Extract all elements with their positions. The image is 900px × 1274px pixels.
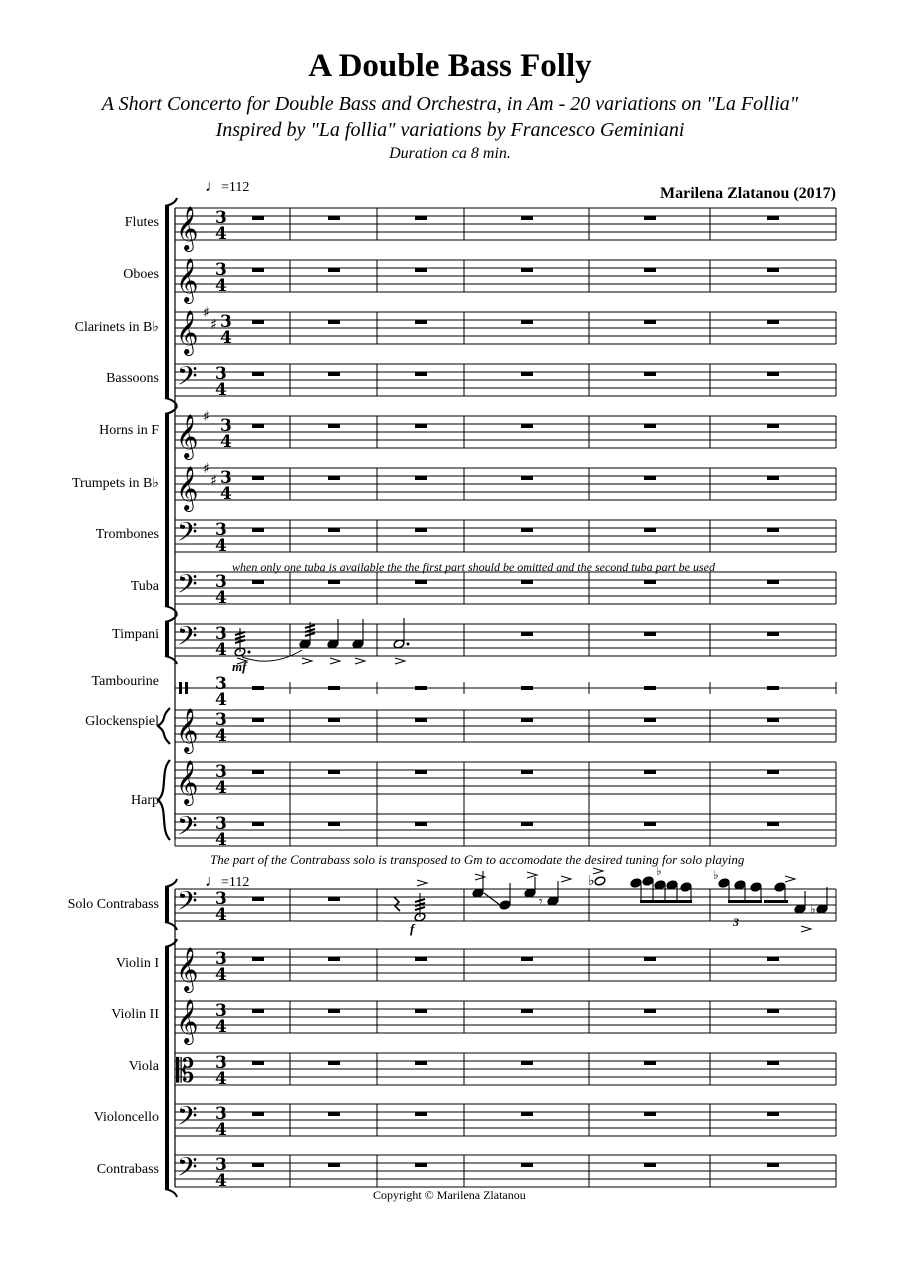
- measure-rest: [415, 686, 427, 690]
- accent-mark: [395, 658, 405, 664]
- solo-eighth-note: [642, 876, 654, 886]
- measure-rest: [415, 957, 427, 961]
- measure-rest: [252, 718, 264, 722]
- time-signature-denominator: 4: [215, 380, 227, 400]
- measure-rest: [415, 372, 427, 376]
- accent-mark: [593, 868, 603, 874]
- measure-rest: [767, 268, 779, 272]
- measure-rest: [415, 1009, 427, 1013]
- flat-icon: ♭: [588, 873, 595, 889]
- glissando-line: [484, 893, 500, 905]
- time-signature-denominator: 4: [215, 726, 227, 746]
- measure-rest: [328, 268, 340, 272]
- measure-rest: [252, 528, 264, 532]
- measure-rest: [252, 580, 264, 584]
- quarter-note-icon: ♩: [205, 178, 221, 195]
- measure-rest: [521, 957, 533, 961]
- measure-rest: [252, 1163, 264, 1167]
- measure-rest: [521, 1009, 533, 1013]
- treble-clef-icon: 𝄞: [176, 258, 199, 302]
- measure-rest: [644, 1163, 656, 1167]
- measure-rest: [328, 822, 340, 826]
- time-signature-denominator: 4: [215, 1017, 227, 1037]
- solo-triplet-note: [718, 878, 730, 888]
- percussion-clef-icon: [185, 682, 188, 694]
- solo-eighth-note: [774, 882, 786, 892]
- time-signature-numerator: 3: [215, 889, 227, 909]
- treble-clef-icon: 𝄞: [176, 310, 199, 354]
- measure-rest: [328, 686, 340, 690]
- measure-rest: [644, 718, 656, 722]
- measure-rest: [644, 476, 656, 480]
- measure-rest: [328, 718, 340, 722]
- time-signature-numerator: 3: [215, 1104, 227, 1124]
- time-signature-numerator: 3: [215, 1155, 227, 1175]
- measure-rest: [521, 632, 533, 636]
- measure-rest: [521, 580, 533, 584]
- treble-clef-icon: 𝄞: [176, 466, 199, 510]
- tuba-performance-note: when only one tuba is available the the first part should be omitted and the second tuba part be used: [232, 560, 715, 574]
- time-signature-denominator: 4: [215, 1069, 227, 1089]
- measure-rest: [328, 1163, 340, 1167]
- dynamic-f: f: [410, 921, 415, 936]
- measure-rest: [252, 822, 264, 826]
- measure-rest: [328, 1061, 340, 1065]
- subtitle: A Short Concerto for Double Bass and Orchestra, in Am - 20 variations on "La Follia": [101, 93, 799, 115]
- sharp-icon: ♯: [203, 461, 210, 477]
- measure-rest: [644, 770, 656, 774]
- solo-quarter-note: [499, 900, 511, 910]
- measure-rest: [252, 268, 264, 272]
- measure-rest: [252, 957, 264, 961]
- time-signature-denominator: 4: [215, 1120, 227, 1140]
- time-signature-numerator: 3: [220, 468, 232, 488]
- score-title: A Double Bass Folly: [308, 48, 592, 84]
- measure-rest: [328, 216, 340, 220]
- bass-clef-icon: 𝄢: [177, 1100, 198, 1138]
- measure-rest: [415, 1163, 427, 1167]
- measure-rest: [415, 268, 427, 272]
- measure-rest: [415, 718, 427, 722]
- tempo-value: =112: [221, 180, 250, 195]
- measure-rest: [252, 770, 264, 774]
- accent-mark: [302, 658, 312, 664]
- augmentation-dot: [248, 651, 251, 654]
- bass-clef-icon: 𝄢: [177, 568, 198, 606]
- glockenspiel-brace: [158, 708, 170, 744]
- instrument-label: Timpani: [112, 627, 159, 642]
- accent-mark: [355, 658, 365, 664]
- measure-rest: [415, 528, 427, 532]
- instrument-label: Tuba: [130, 579, 159, 594]
- measure-rest: [767, 372, 779, 376]
- sharp-icon: ♯: [203, 409, 210, 425]
- measure-rest: [521, 424, 533, 428]
- time-signature-denominator: 4: [215, 640, 227, 660]
- measure-rest: [415, 424, 427, 428]
- time-signature-numerator: 3: [215, 208, 227, 228]
- measure-rest: [521, 268, 533, 272]
- quarter-note-icon: ♩: [205, 873, 221, 890]
- instrument-label: Solo Contrabass: [67, 897, 159, 912]
- time-signature-numerator: 3: [220, 312, 232, 332]
- solo-bracket-hook: [165, 879, 177, 887]
- time-signature-denominator: 4: [215, 690, 227, 710]
- measure-rest: [415, 822, 427, 826]
- solo-eighth-note: [630, 878, 642, 888]
- solo-eighth-note: [680, 882, 692, 892]
- measure-rest: [521, 528, 533, 532]
- measure-rest: [328, 897, 340, 901]
- measure-rest: [521, 216, 533, 220]
- sharp-icon: ♯: [203, 305, 210, 321]
- measure-rest: [328, 957, 340, 961]
- instrument-label: Glockenspiel: [85, 714, 159, 729]
- bass-clef-icon: 𝄢: [177, 885, 198, 923]
- treble-clef-icon: 𝄞: [176, 206, 199, 250]
- strings-bracket: [165, 947, 169, 1189]
- measure-rest: [521, 320, 533, 324]
- measure-rest: [767, 580, 779, 584]
- measure-rest: [328, 320, 340, 324]
- measure-rest: [644, 1061, 656, 1065]
- measure-rest: [767, 957, 779, 961]
- measure-rest: [767, 216, 779, 220]
- measure-rest: [415, 580, 427, 584]
- flat-icon: ♭: [656, 864, 662, 878]
- harp-brace: [158, 760, 170, 840]
- time-signature-numerator: 3: [215, 1001, 227, 1021]
- instrument-label: Viola: [128, 1059, 159, 1074]
- augmentation-dot: [407, 643, 410, 646]
- instrument-label: Violin I: [115, 956, 159, 971]
- sharp-icon: ♯: [210, 473, 217, 489]
- measure-rest: [521, 718, 533, 722]
- brass-bracket: [165, 414, 169, 606]
- time-signature-denominator: 4: [220, 432, 232, 452]
- measure-rest: [252, 1009, 264, 1013]
- measure-rest: [644, 686, 656, 690]
- instrument-label: Trumpets in B♭: [72, 476, 159, 491]
- measure-rest: [644, 1009, 656, 1013]
- woodwinds-bracket: [165, 206, 169, 398]
- time-signature-denominator: 4: [220, 328, 232, 348]
- time-signature-denominator: 4: [215, 276, 227, 296]
- measure-rest: [521, 686, 533, 690]
- measure-rest: [767, 718, 779, 722]
- time-signature-numerator: 3: [215, 624, 227, 644]
- measure-rest: [644, 957, 656, 961]
- instrument-label: Tambourine: [91, 674, 159, 689]
- measure-rest: [415, 770, 427, 774]
- measure-rest: [252, 1112, 264, 1116]
- instrument-label: Harp: [131, 793, 159, 808]
- woodwinds-bracket-hook: [165, 198, 177, 206]
- measure-rest: [252, 216, 264, 220]
- time-signature-numerator: 3: [215, 674, 227, 694]
- measure-rest: [644, 632, 656, 636]
- bass-clef-icon: 𝄢: [177, 810, 198, 848]
- time-signature-numerator: 3: [215, 1053, 227, 1073]
- measure-rest: [252, 424, 264, 428]
- measure-rest: [767, 822, 779, 826]
- instrument-label: Flutes: [124, 215, 159, 230]
- alto-clef-icon: 𝄡: [176, 1051, 195, 1090]
- measure-rest: [521, 1163, 533, 1167]
- strings-bracket-hook: [165, 1189, 177, 1197]
- measure-rest: [328, 372, 340, 376]
- measure-rest: [328, 770, 340, 774]
- bass-clef-icon: 𝄢: [177, 516, 198, 554]
- measure-rest: [767, 1163, 779, 1167]
- measure-rest: [415, 1112, 427, 1116]
- accent-mark: [785, 876, 795, 882]
- measure-rest: [521, 1112, 533, 1116]
- flat-icon: ♭: [810, 902, 816, 916]
- time-signature-denominator: 4: [215, 778, 227, 798]
- time-signature-numerator: 3: [215, 364, 227, 384]
- time-signature-numerator: 3: [215, 260, 227, 280]
- measure-rest: [252, 372, 264, 376]
- contrabass-transposition-note: The part of the Contrabass solo is transposed to Gm to accomodate the desired tuning for solo playing: [210, 852, 745, 867]
- measure-rest: [767, 424, 779, 428]
- measure-rest: [644, 320, 656, 324]
- measure-rest: [328, 580, 340, 584]
- measure-rest: [415, 1061, 427, 1065]
- treble-clef-icon: 𝄞: [176, 708, 199, 752]
- measure-rest: [644, 372, 656, 376]
- solo-triplet-note: [750, 882, 762, 892]
- composer: Marilena Zlatanou (2017): [660, 185, 836, 202]
- measure-rest: [521, 372, 533, 376]
- measure-rest: [767, 528, 779, 532]
- time-signature-numerator: 3: [215, 762, 227, 782]
- bass-clef-icon: 𝄢: [177, 1151, 198, 1189]
- accent-mark: [417, 880, 427, 886]
- measure-rest: [767, 1009, 779, 1013]
- time-signature-denominator: 4: [220, 484, 232, 504]
- bass-clef-icon: 𝄢: [177, 360, 198, 398]
- time-signature-numerator: 3: [215, 710, 227, 730]
- accent-mark: [801, 926, 811, 932]
- accent-mark: [330, 658, 340, 664]
- instrument-label: Contrabass: [96, 1162, 159, 1177]
- sharp-icon: ♯: [210, 317, 217, 333]
- measure-rest: [767, 686, 779, 690]
- time-signature-denominator: 4: [215, 965, 227, 985]
- measure-rest: [328, 1112, 340, 1116]
- measure-rest: [415, 476, 427, 480]
- time-signature-denominator: 4: [215, 905, 227, 925]
- accent-mark: [237, 658, 247, 664]
- instrument-label: Violoncello: [93, 1110, 159, 1125]
- treble-clef-icon: 𝄞: [176, 947, 199, 991]
- measure-rest: [644, 268, 656, 272]
- copyright: Copyright © Marilena Zlatanou: [373, 1188, 526, 1202]
- time-signature-denominator: 4: [215, 588, 227, 608]
- measure-rest: [767, 632, 779, 636]
- instrument-label: Bassoons: [106, 371, 159, 386]
- measure-rest: [252, 686, 264, 690]
- measure-rest: [644, 216, 656, 220]
- measure-rest: [767, 476, 779, 480]
- measure-rest: [521, 770, 533, 774]
- measure-rest: [644, 528, 656, 532]
- time-signature-denominator: 4: [215, 224, 227, 244]
- accent-mark: [561, 876, 571, 882]
- measure-rest: [328, 424, 340, 428]
- measure-rest: [252, 320, 264, 324]
- beam: [764, 900, 788, 903]
- measure-rest: [252, 1061, 264, 1065]
- measure-rest: [252, 476, 264, 480]
- beam: [728, 900, 762, 903]
- measure-rest: [767, 320, 779, 324]
- treble-clef-icon: 𝄞: [176, 999, 199, 1043]
- measure-rest: [415, 216, 427, 220]
- solo-high-note: [594, 876, 606, 886]
- time-signature-numerator: 3: [215, 814, 227, 834]
- measure-rest: [644, 580, 656, 584]
- instrument-label: Clarinets in B♭: [74, 320, 159, 335]
- measure-rest: [767, 770, 779, 774]
- time-signature-numerator: 3: [215, 949, 227, 969]
- measure-rest: [644, 1112, 656, 1116]
- treble-clef-icon: 𝄞: [176, 414, 199, 458]
- measure-rest: [521, 1061, 533, 1065]
- beam: [640, 900, 692, 903]
- percussion-clef-icon: [179, 682, 182, 694]
- measure-rest: [415, 320, 427, 324]
- instrument-label: Violin II: [111, 1007, 159, 1022]
- quarter-rest-icon: [394, 897, 400, 911]
- measure-rest: [328, 476, 340, 480]
- time-signature-denominator: 4: [215, 830, 227, 850]
- dynamic-mf: mf: [232, 659, 247, 674]
- measure-rest: [328, 1009, 340, 1013]
- instrument-label: Horns in F: [99, 423, 159, 438]
- instrument-label: Trombones: [95, 527, 159, 542]
- time-signature-denominator: 4: [215, 1171, 227, 1191]
- measure-rest: [521, 476, 533, 480]
- duration-note: Duration ca 8 min.: [389, 145, 511, 162]
- time-signature-numerator: 3: [220, 416, 232, 436]
- subtitle-inspiration: Inspired by "La follia" variations by Francesco Geminiani: [215, 119, 685, 141]
- sixteenth-rest-icon: 𝄾: [539, 894, 543, 910]
- triplet-number: 3: [733, 915, 739, 929]
- measure-rest: [252, 897, 264, 901]
- measure-rest: [767, 1112, 779, 1116]
- measure-rest: [644, 424, 656, 428]
- measure-rest: [521, 822, 533, 826]
- timpani-bracket: [165, 622, 169, 656]
- instrument-label: Oboes: [123, 267, 159, 282]
- flat-icon: ♭: [713, 868, 719, 882]
- measure-rest: [644, 822, 656, 826]
- time-signature-numerator: 3: [215, 572, 227, 592]
- treble-clef-icon: 𝄞: [176, 760, 199, 804]
- measure-rest: [767, 1061, 779, 1065]
- solo-bracket: [165, 887, 169, 922]
- time-signature-denominator: 4: [215, 536, 227, 556]
- measure-rest: [328, 528, 340, 532]
- bass-clef-icon: 𝄢: [177, 620, 198, 658]
- tempo-value: =112: [221, 875, 250, 890]
- time-signature-numerator: 3: [215, 520, 227, 540]
